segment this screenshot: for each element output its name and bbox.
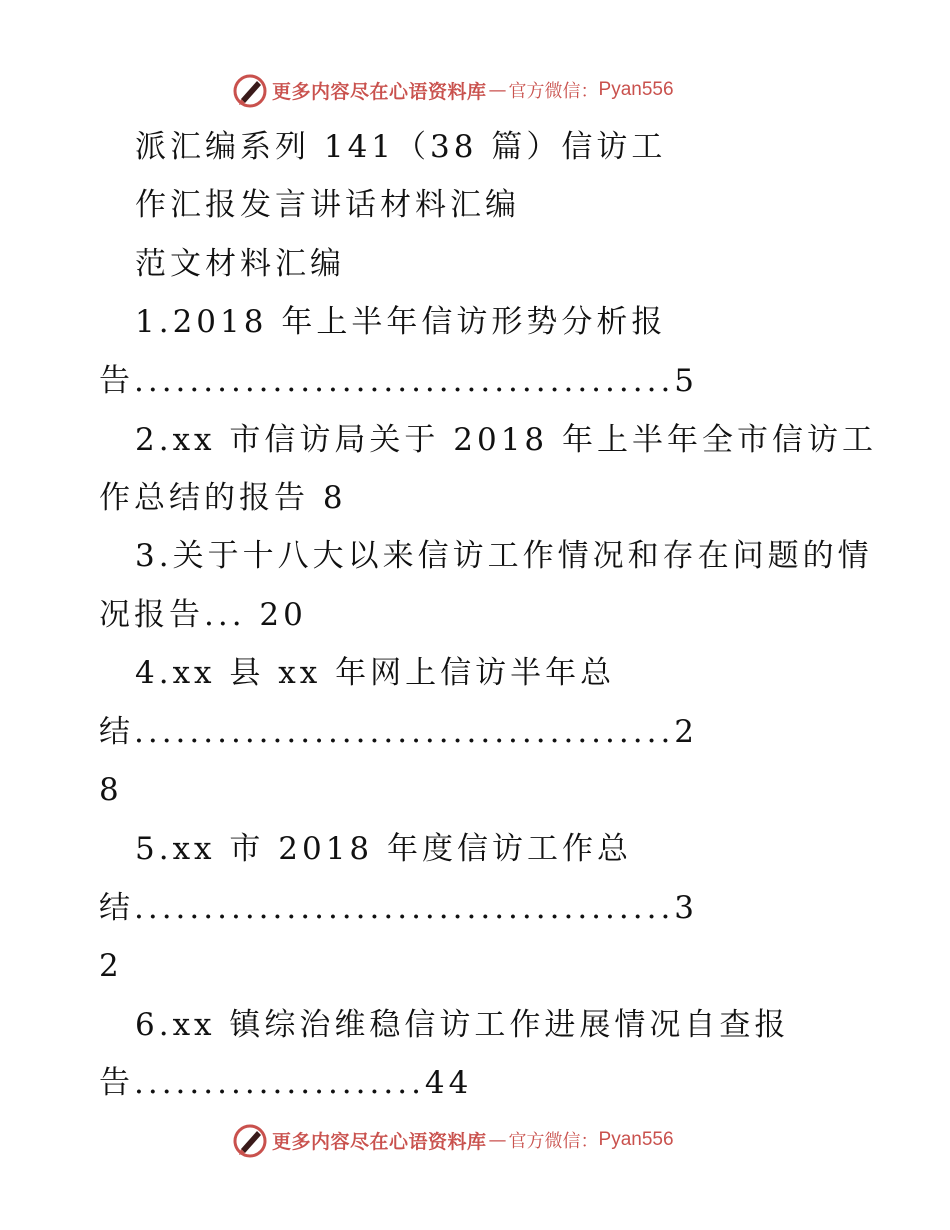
watermark-account: Pyan556 — [598, 79, 674, 100]
watermark-label: 官方微信： — [508, 81, 599, 102]
watermark-separator: — — [488, 1129, 507, 1151]
toc-item-5-line-3: 2 — [99, 948, 123, 984]
watermark-separator: — — [488, 79, 507, 101]
watermark-text: 更多内容尽在心语资料库 — [272, 1130, 487, 1153]
toc-item-5-line-2: 结.......................................3 — [99, 890, 699, 926]
watermark-banner-bottom — [232, 1120, 674, 1160]
toc-item-5-line-1: 5.xx 市 2018 年度信访工作总 — [135, 831, 632, 867]
toc-item-6-line-2: 告.....................44 — [99, 1065, 473, 1101]
toc-item-1-line-2: 告.......................................5 — [99, 363, 699, 399]
pen-logo-icon — [232, 72, 268, 108]
toc-item-2-line-2: 作总结的报告 8 — [99, 480, 347, 516]
title-line-3: 范文材料汇编 — [135, 246, 345, 282]
watermark-banner-top — [232, 70, 674, 110]
toc-item-3-line-2: 况报告... 20 — [99, 597, 307, 633]
watermark-label: 官方微信： — [508, 1131, 599, 1152]
watermark-text: 更多内容尽在心语资料库 — [272, 80, 487, 103]
title-line-2: 作汇报发言讲话材料汇编 — [135, 187, 520, 223]
toc-item-4-line-1: 4.xx 县 xx 年网上信访半年总 — [135, 655, 616, 691]
watermark-account: Pyan556 — [598, 1129, 674, 1150]
toc-item-1-line-1: 1.2018 年上半年信访形势分析报 — [135, 304, 667, 340]
toc-item-2-line-1: 2.xx 市信访局关于 2018 年上半年全市信访工 — [135, 422, 877, 458]
toc-item-6-line-1: 6.xx 镇综治维稳信访工作进展情况自查报 — [135, 1007, 790, 1043]
pen-logo-icon — [232, 1122, 268, 1158]
title-line-1: 派汇编系列 141（38 篇）信访工 — [135, 129, 667, 165]
toc-item-4-line-2: 结.......................................2 — [99, 714, 699, 750]
toc-item-3-line-1: 3.关于十八大以来信访工作情况和存在问题的情 — [135, 538, 873, 574]
toc-item-4-line-3: 8 — [99, 772, 123, 808]
